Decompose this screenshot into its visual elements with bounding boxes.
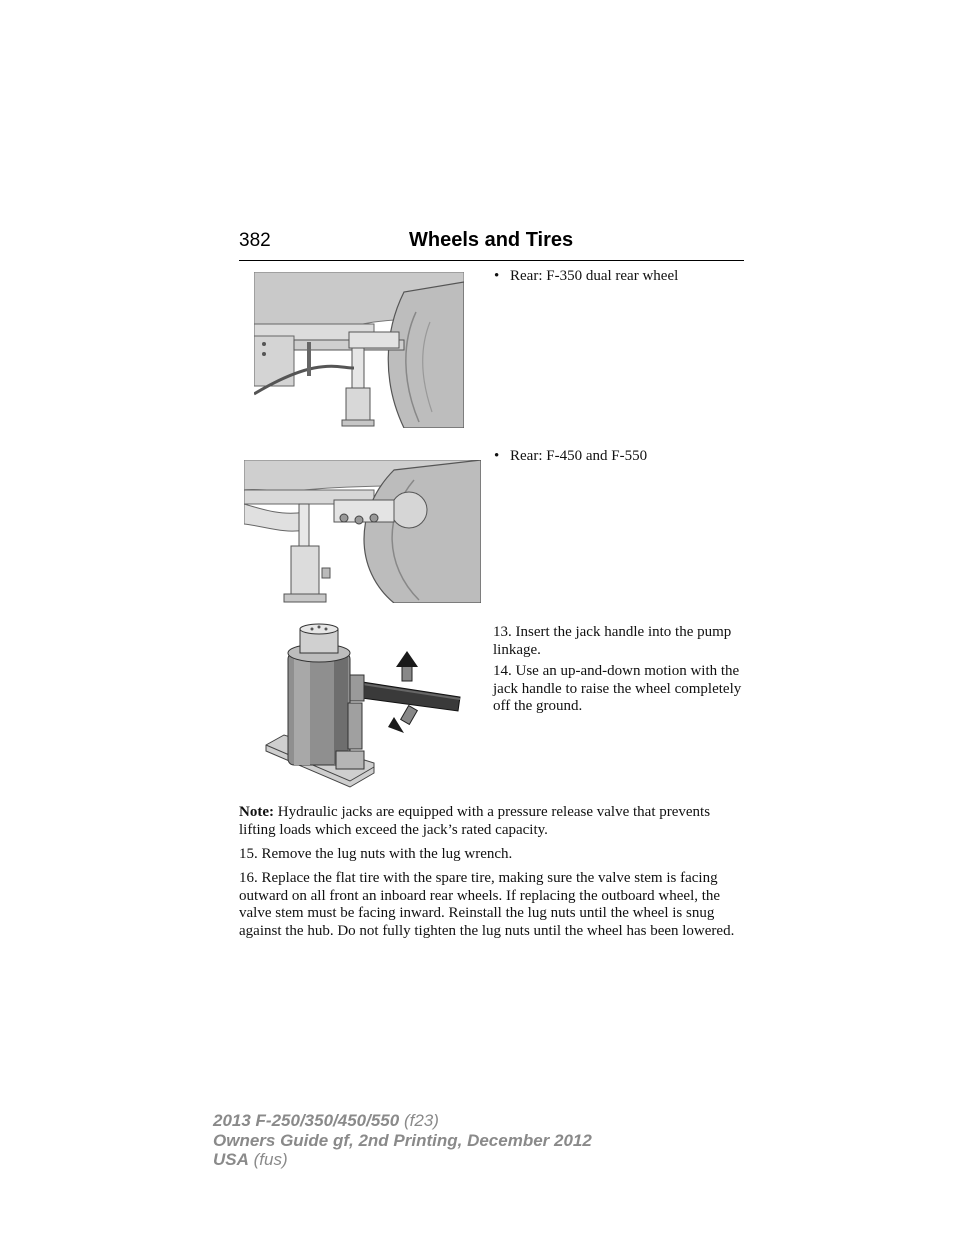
bullet-f350 <box>494 268 678 286</box>
bullet-text: Rear: F-350 dual rear wheel <box>510 268 679 284</box>
bullet-f450-f550 <box>494 448 647 466</box>
bullet-symbol: • <box>494 448 500 464</box>
step-13: 13. Insert the jack handle into the pump linkage. <box>493 624 732 658</box>
section-title: Wheels and Tires <box>409 229 574 251</box>
page-number: 382 <box>239 230 271 251</box>
figure-f450-f550-jack-point <box>244 460 481 603</box>
figure-f350-jack-point <box>254 272 464 428</box>
footer-line-2: Owners Guide gf, 2nd Printing, December 2012 <box>213 1130 592 1150</box>
note-paragraph <box>239 804 744 839</box>
note-text: Hydraulic jacks are equipped with a pressure release valve that prevents lifting loads which exceed the jack’s rated capacity. <box>239 804 711 838</box>
bullet-text: Rear: F-450 and F-550 <box>510 448 648 464</box>
figure-bottle-jack-handle <box>264 623 464 789</box>
page-header <box>239 228 744 261</box>
footer-line-3: USA (fus) <box>213 1150 288 1169</box>
step-16: 16. Replace the flat tire with the spare tire, making sure the valve stem is facing outward on all front an inboard rear wheels. If replacing the outboard wheel, the valve stem must be facing inward. Reinstall the lug nuts until the wheel is snug against the hub. Do not fully tighten the lug nuts until the wheel has been lowered. <box>239 870 735 939</box>
note-label: Note: <box>239 804 274 820</box>
bullet-symbol: • <box>494 268 500 284</box>
page-footer <box>213 1111 592 1170</box>
step-15: 15. Remove the lug nuts with the lug wrench. <box>239 846 513 862</box>
footer-line-1: 2013 F-250/350/450/550 (f23) <box>213 1111 439 1130</box>
step-14: 14. Use an up-and-down motion with the jack handle to raise the wheel completely off the ground. <box>493 663 742 714</box>
